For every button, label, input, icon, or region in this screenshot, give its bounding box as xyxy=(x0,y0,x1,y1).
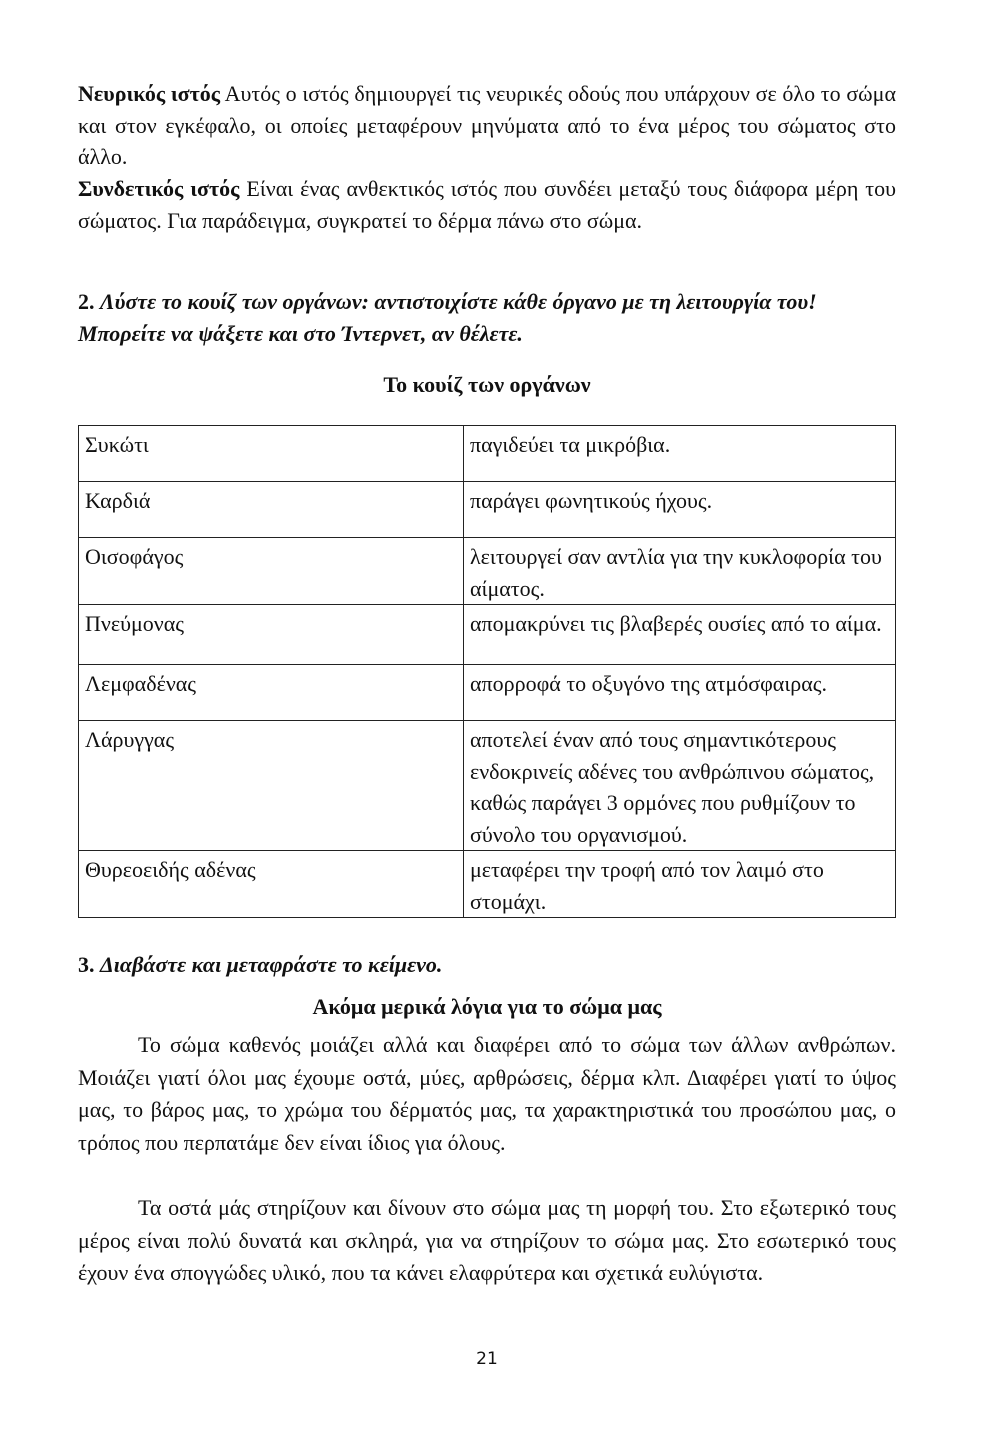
task2-number: 2. xyxy=(78,289,95,314)
neural-tissue-text: Αυτός ο ιστός δημιουργεί τις νευρικές οδούς που υπάρχουν σε όλο το σώμα και στον εγκέφαλο, οι οποίες μεταφέρουν μηνύματα από το ένα μέρος του σώματος στο άλλο. xyxy=(78,81,896,169)
task3-number: 3. xyxy=(78,952,95,977)
task3-instruction-text: Διαβάστε και μεταφράστε το κείμενο. xyxy=(100,952,443,977)
table-row xyxy=(79,721,896,851)
table-row xyxy=(79,538,896,605)
connective-tissue-term: Συνδετικός ιστός xyxy=(78,176,240,201)
organ-cell: Οισοφάγος xyxy=(79,538,464,605)
organ-cell: Λάρυγγας xyxy=(79,721,464,851)
organ-cell: Συκώτι xyxy=(79,426,464,482)
task2-instruction-line1: Λύστε το κουίζ των οργάνων: αντιστοιχίστε κάθε όργανο με τη λειτουργία του! xyxy=(100,289,817,314)
reading-title: Ακόμα μερικά λόγια για το σώμα μας xyxy=(312,994,662,1019)
function-cell: απομακρύνει τις βλαβερές ουσίες από το αίμα. xyxy=(464,605,896,665)
function-cell: παράγει φωνητικούς ήχους. xyxy=(464,482,896,538)
table-row xyxy=(79,851,896,918)
quiz-table-title: Το κουίζ των οργάνων xyxy=(383,372,591,397)
connective-tissue-text: Είναι ένας ανθεκτικός ιστός που συνδέει μεταξύ τους διάφορα μέρη του σώματος. Για παράδειγμα, συγκρατεί το δέρμα πάνω στο σώμα. xyxy=(78,176,897,233)
organ-quiz-table xyxy=(78,425,896,918)
connective-tissue-paragraph xyxy=(78,173,896,236)
function-cell: αποτελεί έναν από τους σημαντικότερους ενδοκρινείς αδένες του ανθρώπινου σώματος, καθώς παράγει 3 ορμόνες που ρυθμίζουν το σύνολο του οργανισμού. xyxy=(464,721,896,851)
function-cell: απορροφά το οξυγόνο της ατμόσφαιρας. xyxy=(464,665,896,721)
task2-instruction xyxy=(78,286,908,349)
task2-instruction-line2: Μπορείτε να ψάξετε και στο Ίντερνετ, αν θέλετε. xyxy=(78,320,523,346)
organ-cell: Λεμφαδένας xyxy=(79,665,464,721)
table-row xyxy=(79,426,896,482)
reading-paragraph-1: Το σώμα καθενός μοιάζει αλλά και διαφέρει από το σώμα των άλλων ανθρώπων. Μοιάζει γιατί όλοι μας έχουμε οστά, μύες, αρθρώσεις, δέρμα κλπ. Διαφέρει γιατί το ύψος μας, το βάρος μας, το χρώμα του δέρματός μας, τα χαρακτηριστικά του προσώπου μας, ο τρόπος που περπατάμε δεν είναι ίδιος για όλους. xyxy=(78,1032,896,1155)
function-cell: μεταφέρει την τροφή από τον λαιμό στο στομάχι. xyxy=(464,851,896,918)
organ-cell: Καρδιά xyxy=(79,482,464,538)
table-row xyxy=(79,605,896,665)
page-number: 21 xyxy=(476,1349,498,1369)
table-row xyxy=(79,482,896,538)
function-cell: παγιδεύει τα μικρόβια. xyxy=(464,426,896,482)
neural-tissue-paragraph xyxy=(78,78,896,173)
organ-cell: Πνεύμονας xyxy=(79,605,464,665)
table-row xyxy=(79,665,896,721)
function-cell: λειτουργεί σαν αντλία για την κυκλοφορία του αίματος. xyxy=(464,538,896,605)
reading-paragraph-2: Τα οστά μάς στηρίζουν και δίνουν στο σώμα μας τη μορφή του. Στο εξωτερικό τους μέρος είναι πολύ δυνατά και σκληρά, για να στηρίζουν το σώμα μας. Στο εσωτερικό τους έχουν ένα σπογγώδες υλικό, που τα κάνει ελαφρύτερα και σχετικά ευλύγιστα. xyxy=(78,1195,896,1285)
neural-tissue-term: Νευρικός ιστός xyxy=(78,81,221,106)
organ-cell: Θυρεοειδής αδένας xyxy=(79,851,464,918)
task3-instruction xyxy=(78,949,908,981)
